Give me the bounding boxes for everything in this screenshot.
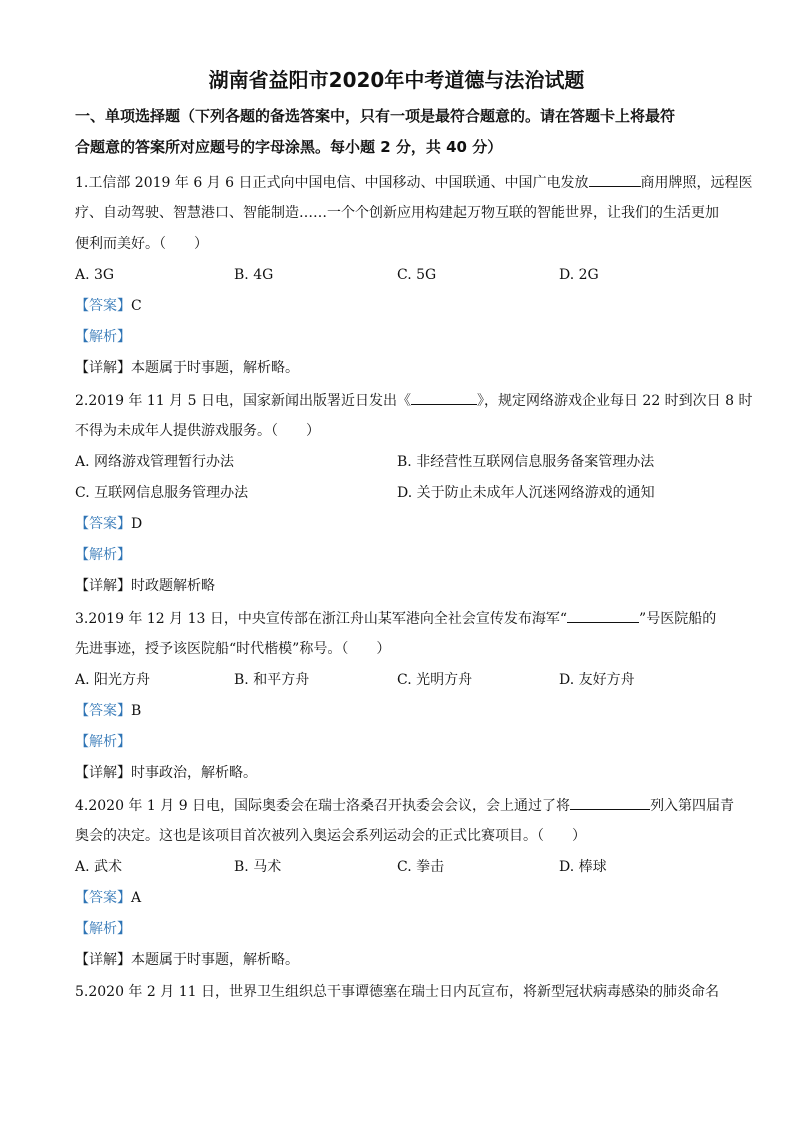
question-1-analysis-label: 【解析】 <box>75 329 131 345</box>
question-1-answer-row <box>75 296 725 316</box>
question-2-answer-row <box>75 514 725 534</box>
question-4-detail: 本题属于时事题，解析略。 <box>131 952 299 968</box>
question-2-option-d: D. 关于防止未成年人沉迷网络游戏的通知 <box>397 485 655 501</box>
question-4-stem-line-2: 奥会的决定。这也是该项目首次被列入奥运会系列运动会的正式比赛项目。（ ） <box>75 828 586 844</box>
question-2-option-b: B. 非经营性互联网信息服务备案管理办法 <box>397 454 655 470</box>
answer-label: 【答案】 <box>75 298 131 314</box>
question-4-stem-line-1 <box>75 795 735 816</box>
question-3-answer-row <box>75 701 725 721</box>
question-2-analysis-label: 【解析】 <box>75 547 131 563</box>
question-2-answer: D <box>131 516 143 532</box>
question-3-option-b: B. 和平方舟 <box>234 672 310 688</box>
question-2-option-c: C. 互联网信息服务管理办法 <box>75 485 249 501</box>
question-4-analysis-label: 【解析】 <box>75 921 131 937</box>
question-3-stem-part-a: 3.2019 年 12 月 13 日，中央宣传部在浙江舟山某军港向全社会宣传发布海军“ <box>75 611 568 627</box>
question-2-stem-part-b: 》，规定网络游戏企业每日 22 时到次日 8 时 <box>476 393 753 409</box>
question-3-option-c: C. 光明方舟 <box>397 672 473 688</box>
detail-label: 【详解】 <box>75 765 131 781</box>
question-1-stem-part-a: 1.工信部 2019 年 6 月 6 日正式向中国电信、中国移动、中国联通、中国广电发放 <box>75 175 589 191</box>
question-1-option-b: B. 4G <box>234 267 274 283</box>
question-3-detail-row <box>75 763 725 783</box>
question-2-option-a: A. 网络游戏管理暂行办法 <box>75 454 235 470</box>
question-4-detail-row <box>75 950 725 970</box>
section-heading-line-1: 一、单项选择题（下列各题的备选答案中，只有一项是最符合题意的。请在答题卡上将最符 <box>75 107 676 125</box>
answer-label: 【答案】 <box>75 890 131 906</box>
question-3-option-d: D. 友好方舟 <box>559 672 635 688</box>
answer-label: 【答案】 <box>75 703 131 719</box>
question-2-blank <box>411 390 477 405</box>
question-4-option-a: A. 武术 <box>75 859 123 875</box>
question-2-detail: 时政题解析略 <box>131 578 215 594</box>
question-4-stem-part-a: 4.2020 年 1 月 9 日电，国际奥委会在瑞士洛桑召开执委会会议，会上通过了将 <box>75 798 571 814</box>
question-3-stem-line-2: 先进事迹，授予该医院船“时代楷模”称号。（ ） <box>75 641 391 657</box>
question-4-answer-row <box>75 888 725 908</box>
question-4-option-b: B. 马术 <box>234 859 282 875</box>
question-1-stem-line-2: 疗、自动驾驶、智慧港口、智能制造……一个个创新应用构建起万物互联的智能世界，让我们的生活更加 <box>75 205 719 221</box>
question-4-stem-part-b: 列入第四届青 <box>650 798 735 814</box>
question-1-detail: 本题属于时事题，解析略。 <box>131 360 299 376</box>
question-5-stem-line-1: 5.2020 年 2 月 11 日，世界卫生组织总干事谭德塞在瑞士日内瓦宣布，将新型冠状病毒感染的肺炎命名 <box>75 984 719 1000</box>
detail-label: 【详解】 <box>75 578 131 594</box>
question-4-blank <box>570 795 650 810</box>
question-3-stem-line-1 <box>75 608 725 629</box>
question-2-stem-part-a: 2.2019 年 11 月 5 日电，国家新闻出版署近日发出《 <box>75 393 411 409</box>
detail-label: 【详解】 <box>75 952 131 968</box>
question-1-answer: C <box>131 298 142 314</box>
question-2-stem-line-2: 不得为未成年人提供游戏服务。（ ） <box>75 423 320 439</box>
question-4-option-d: D. 棒球 <box>559 859 607 875</box>
question-4-answer: A <box>131 890 142 906</box>
question-2-stem-line-1 <box>75 390 753 411</box>
detail-label: 【详解】 <box>75 360 131 376</box>
answer-label: 【答案】 <box>75 516 131 532</box>
question-3-option-a: A. 阳光方舟 <box>75 672 151 688</box>
question-3-answer: B <box>131 703 142 719</box>
question-1-option-a: A. 3G <box>75 267 115 283</box>
section-heading-line-2: 合题意的答案所对应题号的字母涂黑。每小题 2 分，共 40 分） <box>75 138 503 156</box>
question-3-detail: 时事政治，解析略。 <box>131 765 257 781</box>
question-1-blank <box>589 172 641 187</box>
page-title: 湖南省益阳市2020年中考道德与法治试题 <box>208 68 585 92</box>
question-1-option-c: C. 5G <box>397 267 437 283</box>
question-1-stem-line-1 <box>75 172 753 193</box>
question-1-option-d: D. 2G <box>559 267 599 283</box>
question-1-stem-line-3: 便利而美好。（ ） <box>75 236 208 252</box>
question-1-detail-row <box>75 358 725 378</box>
question-1-stem-part-b: 商用牌照，远程医 <box>640 175 753 191</box>
question-3-blank <box>567 608 639 623</box>
question-3-stem-part-b: ”号医院船的 <box>639 611 717 627</box>
question-4-option-c: C. 拳击 <box>397 859 445 875</box>
question-3-analysis-label: 【解析】 <box>75 734 131 750</box>
question-2-detail-row <box>75 576 725 596</box>
